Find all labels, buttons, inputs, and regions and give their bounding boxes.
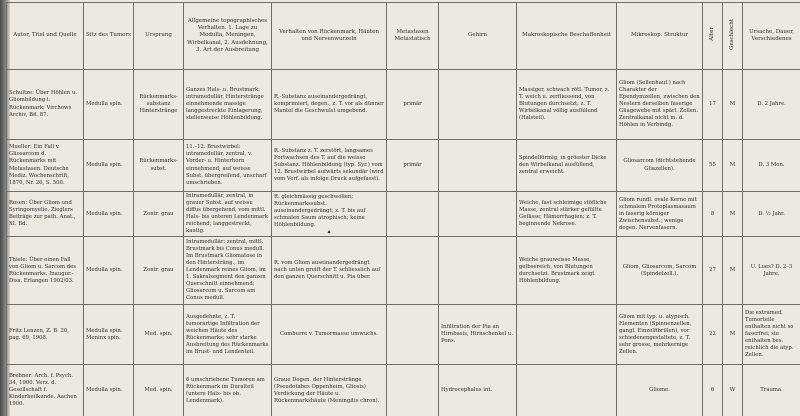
header-macroscopic: Makroskopische Beschaffenheit [517, 3, 617, 70]
table-row [7, 192, 800, 237]
cell-relation: R.-Substanz z. T. zerstört, langsames Fortwachsen des T. auf die weisse Substanz. Höhlenbildung (typ. Syr.) vom 12. Brustwirbel aufwärts sekundär (wird vom Verf. als infolge Druck aufgefasst). [272, 140, 387, 192]
table-row [7, 140, 800, 192]
cell-author: Fritz Lenzen, Z. B. 20, pag. 69, 1908. [7, 305, 84, 365]
cell-brain: Infiltration der Pia an Hirnbasis, Hirnschenkel u. Pons. [439, 305, 517, 365]
cell-macroscopic: Weiche grauweisse Masse, gelbsereich, von Blutungen durchsetzt. Brustmark zeigt Höhlenbildung. [517, 237, 617, 305]
cell-age: 17 [703, 70, 723, 140]
cell-topography: 11.–12. Brustwirbel: intramedullär, zentral, v. Vorder- u. Hinterhorn einnehmend, auf weisse Subst. übergreifend, unscharf umschrieben. [184, 140, 272, 192]
cell-age: 27 [703, 237, 723, 305]
cell-author: Schultze: Über Höhlen u. Gliombildung i. Rückenmark; Virchows Archiv, Bd. 87. [7, 70, 84, 140]
cell-metastases [387, 365, 439, 416]
cell-brain [439, 70, 517, 140]
cell-age: 55 [703, 140, 723, 192]
cell-age: 22 [703, 305, 723, 365]
cell-brain [439, 192, 517, 237]
header-age: Alter [703, 3, 723, 70]
header-cause: Ursache, Dauer, Verschiedenes [743, 3, 800, 70]
cell-origin: Zentr. grau [134, 237, 184, 305]
cell-macroscopic: Weiche, fast schleimige stöfliche Masse, zentral stärker gefüllte Gefässe; Hämorrhagien; z. T. beginnende Nekrose. [517, 192, 617, 237]
cell-brain: Hydrocephalus int. [439, 365, 517, 416]
cell-author: Brebner: Arch. f. Psych. 34, 1900. Verz. d. Gesellschaft f. Kinderheilkunde. Aachen 1900. [7, 365, 84, 416]
cell-author: Thiele: Über einen Fall von Gliom u. Sarcom des Rückenmarks. Inaugur.-Diss. Erlangen 1902/03. [7, 237, 84, 305]
cell-brain [439, 237, 517, 305]
cell-sex: M [723, 70, 743, 140]
cell-location: Medulla spin. Meninx spin. [84, 305, 134, 365]
cell-microscopic: Gliosarcom (dichtstehende Gliazellen). [617, 140, 703, 192]
cell-relation: R. gleichmässig geschwollen; Rückenmarkssubst. auseinandergedrängt; z. T. bis auf schmalen Saum atrophisch; keine Höhlenbildung. ▴ [272, 192, 387, 237]
cell-macroscopic: Spindelförmig, in grösster Dicke den Wirbelkanal ausfüllend, zentral erweicht. [517, 140, 617, 192]
cell-origin: Zentr. grau [134, 192, 184, 237]
cell-cause: D. 3 Mon. [743, 140, 800, 192]
cell-microscopic: Gliom, Gliosarcom, Sarcom (Spindelzell.). [617, 237, 703, 305]
table-row [7, 70, 800, 140]
header-author: Autor, Titel und Quelle [7, 3, 84, 70]
cell-relation: R.-Substanz auseinandergedrängt, komprimiert, degen., z. T. vor als dünner Mantel die Geschwulst umgebend. [272, 70, 387, 140]
cell-topography: Intramedullär, zentral, in grauer Subst. auf weisse diffus übergehend, vom mittl. Hals- bis unteren Lendenmark reichend; langgestreckt, kautig. [184, 192, 272, 237]
cell-location: Medulla spin. [84, 365, 134, 416]
cell-relation: Comburre v. Tumormasse umwuchs. [272, 305, 387, 365]
cell-location: Medulla spin. [84, 140, 134, 192]
cell-sex: M [723, 192, 743, 237]
header-topography: Allgemeine topographisches Verhalten. 1. Lage zu Medulla, Meningen, Wirbelkanal, 2. Ausdehnung, 3. Art der Ausbreitung [184, 3, 272, 70]
cell-topography: 6 umschriebene Tumoren am Rückenmark im Duralteil (untere Hals- bis ob. Lendenmark). [184, 365, 272, 416]
cell-macroscopic [517, 365, 617, 416]
cell-age: 8 [703, 192, 723, 237]
cell-relation: R. vom Gliom auseinandergedrängt nach unten greift der T. schliesslich auf den ganzen Querschnitt u. Pia über. [272, 237, 387, 305]
cell-sex: M [723, 140, 743, 192]
cell-brain [439, 140, 517, 192]
cell-microscopic: Gliom mit typ. u. atypisch. Elementen (Spinnenzellen, gangl. Einzelfibrillen), vor schiedenengestaltete, z. T. sehr grosse, mehrkernige Zellen. [617, 305, 703, 365]
table-row [7, 305, 800, 365]
cell-cause: Trauma. [743, 365, 800, 416]
cell-macroscopic: Massiger, schwach rötl. Tumor, z. T. weich u. zerfliessend, von Blutungen durchsetzt; z. T. Wirbelkanal völlig ausfüllend (Halsteil). [517, 70, 617, 140]
cell-age: 6 [703, 365, 723, 416]
cell-topography: Ausgedehnte, z. T. tumorartige Infiltration der weichen Häute des Rückenmarks; sehr starke Ausbreitung des Rückenmarks im Brust- und Lendenteil. [184, 305, 272, 365]
cell-topography: Ganzes Hals- u. Brustmark: intramedullär, Hinterstränge einnehmende massige langgestreckte Einlagerung, stellenweise Höhlenbildung. [184, 70, 272, 140]
cell-origin: Med. spin. [134, 365, 184, 416]
cell-microscopic: Gliome. [617, 365, 703, 416]
cell-origin: Med. spin. [134, 305, 184, 365]
cell-metastases: primär [387, 140, 439, 192]
cell-cause: D. ½ Jahr. [743, 192, 800, 237]
cell-topography: Intramedullär; zentral, mittl. Brustmark bis Conus medull. Im Brustmark Gliomatose in den Hintersträng., im Lendenmark reines Gliom, im 1. Sakralsegment den ganzen Querschnitt einnehmend; Gliosarcom u. Sarcom am Conus medull. [184, 237, 272, 305]
cell-location: Medulla spin. [84, 192, 134, 237]
cell-author: Mueller: Ein Fall v. Gliosarcom d. Rückenmarks mit Metastasen. Deutsche Mediz. Wochenschrift, 1870, Nr. 26, S. 500. [7, 140, 84, 192]
cell-metastases [387, 237, 439, 305]
cell-metastases [387, 305, 439, 365]
cell-sex: W [723, 365, 743, 416]
table-row [7, 237, 800, 305]
header-origin: Ursprung [134, 3, 184, 70]
cell-metastases: primär [387, 70, 439, 140]
cell-cause: U. Lues? D. 2–3 Jahre. [743, 237, 800, 305]
table-row [7, 365, 800, 416]
cell-location: Medulla spin. [84, 237, 134, 305]
header-metastases: Metastasen Metastatisch [387, 3, 439, 70]
cell-author: Rosen: Über Gliom und Syringomyelie. Zieglers Beiträge zur path. Anat., XI. Bd. [7, 192, 84, 237]
header-relation: Verhalten von Rückenmark, Häuten und Nervenwurzeln [272, 3, 387, 70]
tumor-table [6, 2, 800, 416]
cell-relation: Graue Degen. der Hinterstränge (Pseudotabes Oppenheim, Gliosis) Verdickung der Häute u. Rückenmarkshäute (Meningitis chron). [272, 365, 387, 416]
header-microscopic: Mikroskop. Struktur [617, 3, 703, 70]
header-brain: Gehirn [439, 3, 517, 70]
cell-macroscopic [517, 305, 617, 365]
cell-cause: Die extramed. Tumorteile enthalten nicht so faserfrei; sie enthalten bes. reichlich die atyp. Zellen. [743, 305, 800, 365]
header-location: Sitz des Tumors [84, 3, 134, 70]
cell-sex: M [723, 237, 743, 305]
cell-metastases [387, 192, 439, 237]
header-row [7, 3, 800, 70]
header-sex: Geschlecht [723, 3, 743, 70]
cell-cause: D. 2 Jahre. [743, 70, 800, 140]
cell-sex: M [723, 305, 743, 365]
cell-origin: Rückenmarks-subst. [134, 140, 184, 192]
cell-microscopic: Gliom rundl. ovale Kerne mit schmalem Protoplasmasaum in faserig körniger Zwischensubst.; wenige degen. Nervenfasern. [617, 192, 703, 237]
caret-mark: ▴ [327, 227, 331, 235]
cell-microscopic: Gliom (Sellenhauf.) nach Charakter der Ependymzellen, zwischen den Nestern derselben faserige Gliagewebe mit spärl. Zellen. Zentralkanal nicht m. d. Höhlen in Verbindg. [617, 70, 703, 140]
cell-origin: Rückenmarks-substanz Hinterstränge [134, 70, 184, 140]
cell-location: Medulla spin. [84, 70, 134, 140]
